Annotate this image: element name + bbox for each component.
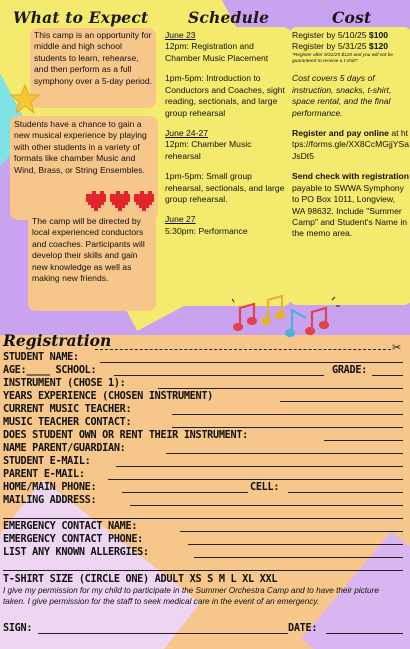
cost-note: *Register after 5/31/25 $120 and you will not be guaranteed to receive a t-shirt*: [292, 52, 394, 64]
own-or-rent-label: DOES STUDENT OWN OR RENT THEIR INSTRUMENT:: [3, 430, 249, 441]
registration-heading: Registration: [3, 331, 112, 350]
expect-paragraph-1: This camp is an opportunity for middle and high school students to learn, rehearse, and then perform as a full symphony over a 5-day period.: [30, 28, 156, 108]
cell-line[interactable]: [288, 492, 403, 493]
sign-line[interactable]: [38, 633, 288, 634]
star-icon: [10, 84, 40, 114]
emergency-name-label: EMERGENCY CONTACT NAME:: [3, 521, 138, 532]
schedule-heading: Schedule: [188, 8, 270, 27]
parent-name-label: NAME PARENT/GUARDIAN:: [3, 443, 126, 454]
consent-text: I give my permission for my child to participate in the Summer Orchestra Camp and to have their picture taken. I give permission for the staff to seek medical care in the event of an emergency.: [3, 586, 379, 606]
schedule-day-1-item-a: 12pm: Registration and Chamber Music Placement: [165, 41, 269, 63]
cost-covers: Cost covers 5 days of instruction, snacks, t-shirt, space rental, and the final performance.: [292, 73, 392, 118]
cell-label: CELL:: [250, 482, 280, 493]
home-phone-label: HOME/MAIN PHONE:: [3, 482, 97, 493]
music-notes-icon: [232, 290, 342, 345]
schedule-day-2-item-b: 1pm-5pm: Small group rehearsal, sectionals, and large group rehearsal.: [165, 171, 285, 205]
allergies-line-2[interactable]: [3, 570, 403, 571]
what-to-expect-heading: What to Expect: [13, 8, 149, 27]
sign-label: SIGN:: [3, 623, 33, 634]
schedule-card: [160, 27, 291, 306]
instrument-line[interactable]: [158, 388, 403, 389]
register-online[interactable]: Register and pay online at https://forms.gle/XX8CcMGjjYSaJsDt5: [292, 128, 410, 161]
instrument-label: INSTRUMENT (CHOSE 1):: [3, 378, 126, 389]
emergency-phone-line[interactable]: [188, 544, 403, 545]
teacher-contact-label: MUSIC TEACHER CONTACT:: [3, 417, 132, 428]
years-experience-line[interactable]: [280, 401, 403, 402]
teacher-contact-line[interactable]: [172, 427, 403, 428]
schedule-day-2: June 24-27: [165, 127, 209, 138]
age-school-label: AGE:____ SCHOOL:: [3, 365, 97, 376]
mailing-address-line-2[interactable]: [3, 518, 403, 519]
emergency-phone-label: EMERGENCY CONTACT PHONE:: [3, 534, 144, 545]
date-label: DATE:: [288, 623, 318, 634]
student-email-line[interactable]: [116, 466, 403, 467]
own-or-rent-line[interactable]: [324, 440, 403, 441]
scissors-icon: ✂: [392, 342, 402, 354]
parent-email-label: PARENT E-MAIL:: [3, 469, 85, 480]
cost-heading: Cost: [332, 8, 372, 27]
cost-late-registration: Register by 5/31/25 $120: [292, 41, 389, 52]
schedule-day-3-item-a: 5:30pm: Performance: [165, 225, 248, 236]
school-line[interactable]: [114, 375, 324, 376]
schedule-day-1-item-b: 1pm-5pm: Introduction to Conductors and Coaches, sight reading, sectionals, and large group rehearsal: [165, 73, 285, 118]
mailing-address-line[interactable]: [130, 505, 403, 506]
parent-email-line[interactable]: [108, 479, 403, 480]
mailing-address-label: MAILING ADDRESS:: [3, 495, 97, 506]
expect-paragraph-3: The camp will be directed by local experienced conductors and coaches. Participants will develop their skills and gain new knowledge as well as making new friends.: [28, 213, 156, 311]
schedule-day-3: June 27: [165, 214, 196, 225]
current-teacher-line[interactable]: [172, 414, 403, 415]
send-check: Send check with registration payable to SWWA Symphony to PO Box 1011, Longview, WA 98632. Include "Summer Camp" and Student's Name in the memo area.: [292, 171, 409, 239]
schedule-day-2-item-a: 12pm: Chamber Music rehearsal: [165, 139, 252, 161]
student-name-line[interactable]: [100, 362, 403, 363]
allergies-line[interactable]: [194, 557, 403, 558]
student-name-label: STUDENT NAME:: [3, 352, 79, 363]
parent-name-line[interactable]: [166, 453, 403, 454]
date-line[interactable]: [326, 633, 403, 634]
allergies-label: LIST ANY KNOWN ALLERGIES:: [3, 547, 149, 558]
student-email-label: STUDENT E-MAIL:: [3, 456, 91, 467]
cost-early-registration: Register by 5/10/25 $100: [292, 30, 389, 40]
years-experience-label: YEARS EXPERIENCE (CHOSEN INSTRUMENT): [3, 391, 214, 402]
grade-line[interactable]: [372, 375, 403, 376]
cut-line: [95, 349, 391, 350]
expect-paragraph-2: Students have a chance to gain a new musical experience by playing with other students in a variety of formats like chamber Music and Wind, Brass, or String Ensembles.: [10, 116, 158, 220]
cost-card: [289, 27, 410, 305]
schedule-day-1: June 23: [165, 30, 196, 40]
tshirt-size-label[interactable]: T-SHIRT SIZE (CIRCLE ONE) ADULT XS S M L XL XXL: [3, 574, 278, 585]
current-teacher-label: CURRENT MUSIC TEACHER:: [3, 404, 132, 415]
grade-label: GRADE:: [332, 365, 368, 376]
emergency-name-line[interactable]: [180, 531, 403, 532]
home-phone-line[interactable]: [122, 492, 248, 493]
hearts-icon: [84, 188, 156, 212]
